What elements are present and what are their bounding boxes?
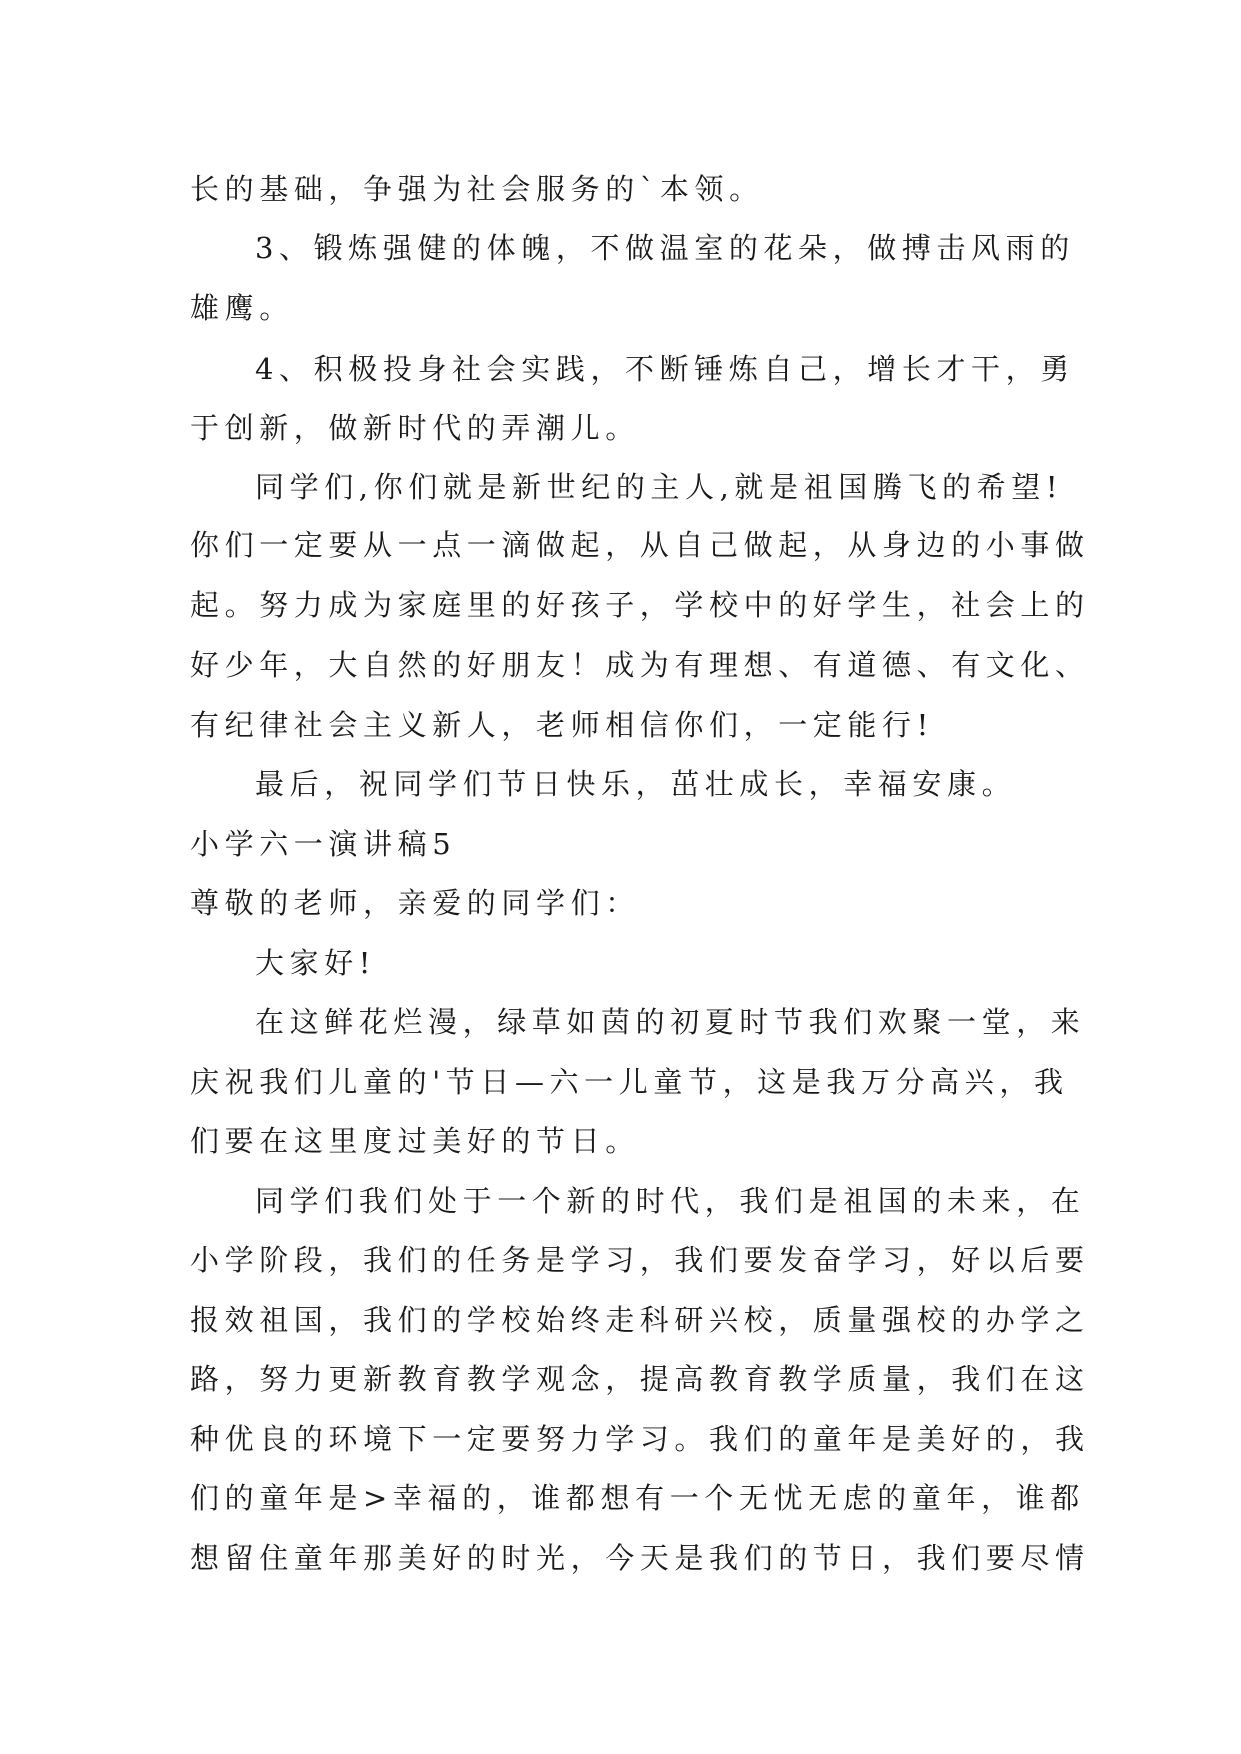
text-line: 小学阶段，我们的任务是学习，我们要发奋学习，好以后要 xyxy=(190,1243,1090,1277)
salutation: 尊敬的老师，亲爱的同学们： xyxy=(190,886,640,920)
text-line: 好少年，大自然的好朋友！成为有理想、有道德、有文化、 xyxy=(190,648,1090,682)
paragraph-first-line: 同学们我们处于一个新的时代，我们是祖国的未来，在 xyxy=(255,1184,1086,1218)
text-line: 于创新，做新时代的弄潮儿。 xyxy=(190,411,640,445)
list-item-4-line: 4、积极投身社会实践，不断锤炼自己，增长才干，勇 xyxy=(255,352,1075,386)
text-line: 们要在这里度过美好的节日。 xyxy=(190,1124,640,1158)
text-line: 起。努力成为家庭里的好孩子，学校中的好学生，社会上的 xyxy=(190,588,1090,622)
text-line: 你们一定要从一点一滴做起，从自己做起，从身边的小事做 xyxy=(190,528,1090,562)
section-heading: 小学六一演讲稿5 xyxy=(190,827,457,861)
text-line: 种优良的环境下一定要努力学习。我们的童年是美好的，我 xyxy=(190,1422,1090,1456)
greeting: 大家好! xyxy=(255,946,377,980)
text-line: 庆祝我们儿童的'节日—六一儿童节，这是我万分高兴，我 xyxy=(190,1065,1069,1099)
text-line: 报效祖国，我们的学校始终走科研兴校，质量强校的办学之 xyxy=(190,1303,1090,1337)
text-line: 有纪律社会主义新人，老师相信你们，一定能行! xyxy=(190,708,934,742)
text-line: 想留住童年那美好的时光，今天是我们的节日，我们要尽情 xyxy=(190,1541,1090,1575)
paragraph-first-line: 同学们,你们就是新世纪的主人,就是祖国腾飞的希望! xyxy=(255,470,1064,504)
list-item-3-line: 3、锻炼强健的体魄，不做温室的花朵，做搏击风雨的 xyxy=(255,231,1075,265)
paragraph-first-line: 最后，祝同学们节日快乐，茁壮成长，幸福安康。 xyxy=(255,767,1017,801)
text-line: 雄鹰。 xyxy=(190,291,294,325)
paragraph-first-line: 在这鲜花烂漫，绿草如茵的初夏时节我们欢聚一堂，来 xyxy=(255,1005,1086,1039)
text-line: 们的童年是>幸福的，谁都想有一个无忧无虑的童年，谁都 xyxy=(190,1481,1085,1515)
text-line: 路，努力更新教育教学观念，提高教育教学质量，我们在这 xyxy=(190,1362,1090,1396)
text-line: 长的基础，争强为社会服务的`本领。 xyxy=(190,172,764,206)
